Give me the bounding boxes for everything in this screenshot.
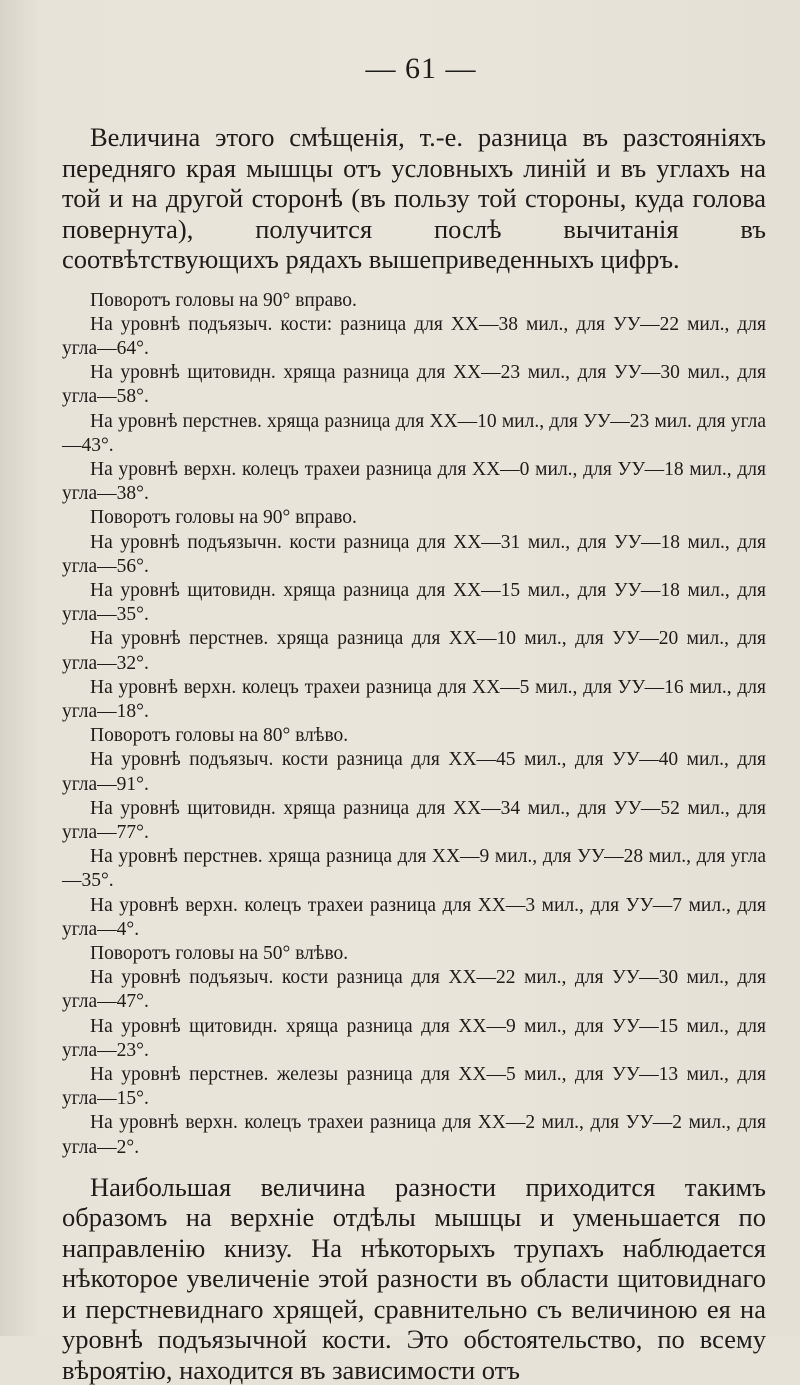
measurement-entry: На уровнѣ щитовидн. хряща разница для ХХ—15 мил., для УУ—18 мил., для угла—35°. (62, 579, 766, 626)
measurement-entry: На уровнѣ перстнев. хряща разница для ХХ—10 мил., для УУ—23 мил. для угла—43°. (62, 410, 766, 456)
closing-paragraph: Наибольшая величина разности приходится такимъ образомъ на верхніе отдѣлы мышцы и уменьшается по направленію книзу. На нѣкоторыхъ трупахъ наблюдается нѣкоторое увеличеніе этой разности въ области щитовиднаго и перстневиднаго хрящей, сравнительно съ величиною ея на уровнѣ подъязычной кости. Это обстоятельство, по всему вѣроятію, находится въ зависимости отъ (62, 1171, 766, 1385)
measurement-entry: На уровнѣ верхн. колецъ трахеи разница для ХХ—5 мил., для УУ—16 мил., для угла—18°. (62, 676, 766, 722)
measurement-entry: На уровнѣ перстнев. железы разница для ХХ—5 мил., для УУ—13 мил., для угла—15°. (62, 1064, 766, 1110)
measurement-entry: На уровнѣ перстнев. хряща разница для ХХ—10 мил., для УУ—20 мил., для угла—32°. (62, 628, 766, 674)
measurement-entry: На уровнѣ щитовидн. хряща разница для ХХ—23 мил., для УУ—30 мил., для угла—58°. (62, 362, 766, 408)
measurements-list (62, 289, 766, 1160)
measurement-entry: На уровнѣ верхн. колецъ трахеи разница для ХХ—0 мил., для УУ—18 мил., для угла—38°. (62, 458, 766, 505)
measurement-entry: На уровнѣ щитовидн. хряща разница для ХХ—9 мил., для УУ—15 мил., для угла—23°. (62, 1015, 766, 1061)
measurement-entry: На уровнѣ перстнев. хряща разница для ХХ—9 мил., для УУ—28 мил., для угла—35°. (62, 846, 766, 892)
group-heading: Поворотъ головы на 90° вправо. (90, 289, 357, 311)
measurement-entry: На уровнѣ подъязыч. кости разница для ХХ—45 мил., для УУ—40 мил., для угла—91°. (62, 749, 766, 795)
group-heading: Поворотъ головы на 80° влѣво. (90, 725, 349, 747)
measurement-entry: На уровнѣ щитовидн. хряща разница для ХХ—34 мил., для УУ—52 мил., для угла—77°. (62, 797, 766, 843)
page-number: — 61 — (365, 52, 477, 85)
measurement-entry: На уровнѣ подъязычн. кости разница для ХХ—31 мил., для УУ—18 мил., для угла—56°. (62, 531, 766, 577)
intro-paragraph: Величина этого смѣщенія, т.-е. разница въ разстояніяхъ передняго края мышцы отъ условныхъ линій и въ углахъ на той и на другой сторонѣ (въ пользу той стороны, куда голова повернута), получится послѣ вычитанія въ соотвѣтствующихъ рядахъ вышеприведенныхъ цифръ. (62, 122, 766, 274)
measurement-entry: На уровнѣ верхн. колецъ трахеи разница для ХХ—2 мил., для УУ—2 мил., для угла—2°. (62, 1112, 766, 1158)
group-heading: Поворотъ головы на 90° вправо. (90, 507, 357, 529)
measurement-entry: На уровнѣ верхн. колецъ трахеи разница для ХХ—3 мил., для УУ—7 мил., для угла—4°. (62, 894, 766, 940)
group-heading: Поворотъ головы на 50° влѣво. (90, 942, 349, 964)
measurement-entry: На уровнѣ подъязыч. кости разница для ХХ—22 мил., для УУ—30 мил., для угла—47°. (62, 967, 766, 1013)
measurement-entry: На уровнѣ подъязыч. кости: разница для ХХ—38 мил., для УУ—22 мил., для угла—64°. (62, 313, 766, 359)
